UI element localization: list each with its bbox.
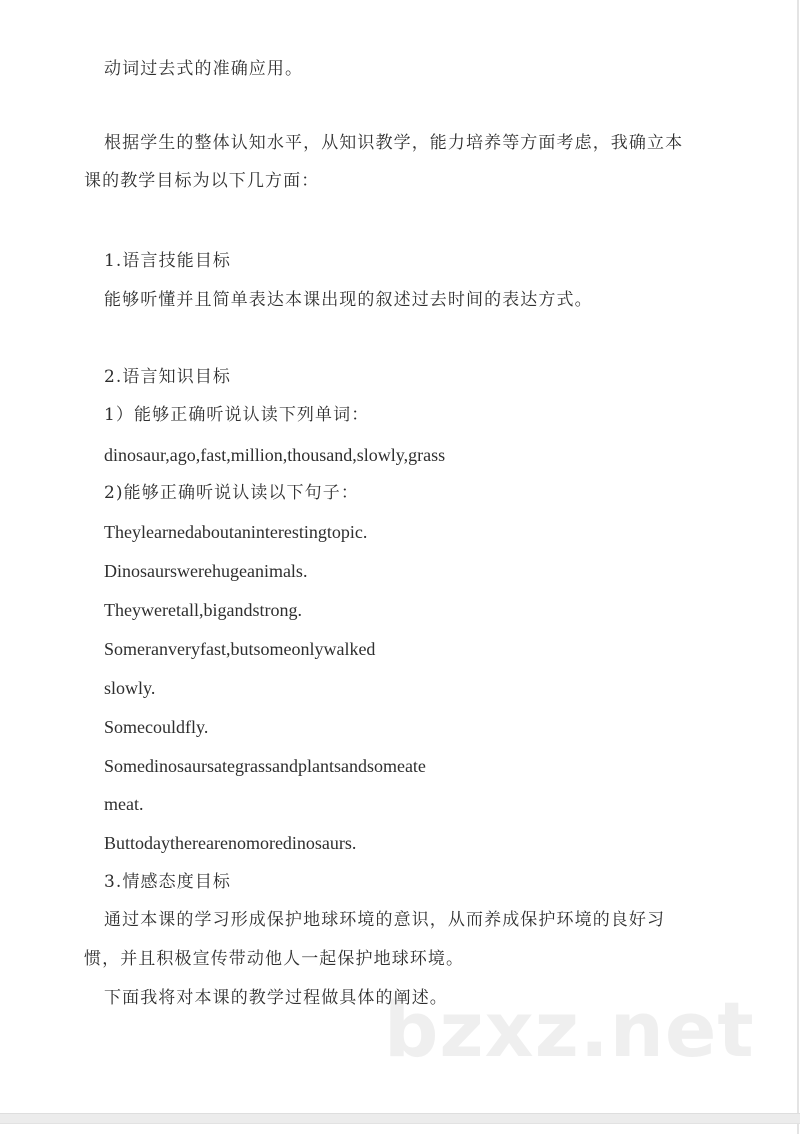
- text-line-vocabulary-words: dinosaur,ago,fast,million,thousand,slowly,grass: [104, 445, 446, 465]
- sentence-line: Theyweretall,bigandstrong.: [104, 600, 302, 620]
- section-heading-language-skills: 1.语言技能目标: [104, 251, 232, 271]
- page-separator: [0, 1113, 800, 1124]
- sentence-line: Buttodaytherearenomoredinosaurs.: [104, 833, 357, 853]
- sentence-line: Theylearnedaboutaninterestingtopic.: [104, 522, 368, 542]
- sentence-line: meat.: [104, 794, 144, 814]
- text-line-vocabulary-intro: 1）能够正确听说认读下列单词：: [104, 405, 370, 425]
- sentence-line: Somecouldfly.: [104, 717, 209, 737]
- text-line-sentences-intro: 2)能够正确听说认读以下句子：: [104, 483, 359, 503]
- text-line-past-tense-usage: 动词过去式的准确应用。: [104, 59, 304, 79]
- text-line-process-intro: 下面我将对本课的教学过程做具体的阐述。: [104, 988, 448, 1008]
- next-page-top: [0, 1124, 799, 1134]
- text-line-language-skills-desc: 能够听懂并且简单表达本课出现的叙述过去时间的表达方式。: [104, 290, 593, 310]
- watermark: bzxz.net: [384, 985, 755, 1074]
- sentence-line: Someranveryfast,butsomeonlywalked: [104, 639, 376, 659]
- sentence-line: slowly.: [104, 678, 156, 698]
- text-line-objectives-intro-1: 根据学生的整体认知水平，从知识教学，能力培养等方面考虑，我确立本: [104, 133, 684, 153]
- section-heading-language-knowledge: 2.语言知识目标: [104, 367, 232, 387]
- text-line-emotional-desc-1: 通过本课的学习形成保护地球环境的意识，从而养成保护环境的良好习: [104, 910, 666, 930]
- text-line-emotional-desc-2: 惯，并且积极宣传带动他人一起保护地球环境。: [84, 949, 465, 969]
- text-line-objectives-intro-2: 课的教学目标为以下几方面：: [84, 171, 320, 191]
- sentence-line: Dinosaurswerehugeanimals.: [104, 561, 308, 581]
- section-heading-emotional-attitude: 3.情感态度目标: [104, 872, 232, 892]
- sentence-line: Somedinosaursategrassandplantsandsomeate: [104, 756, 426, 776]
